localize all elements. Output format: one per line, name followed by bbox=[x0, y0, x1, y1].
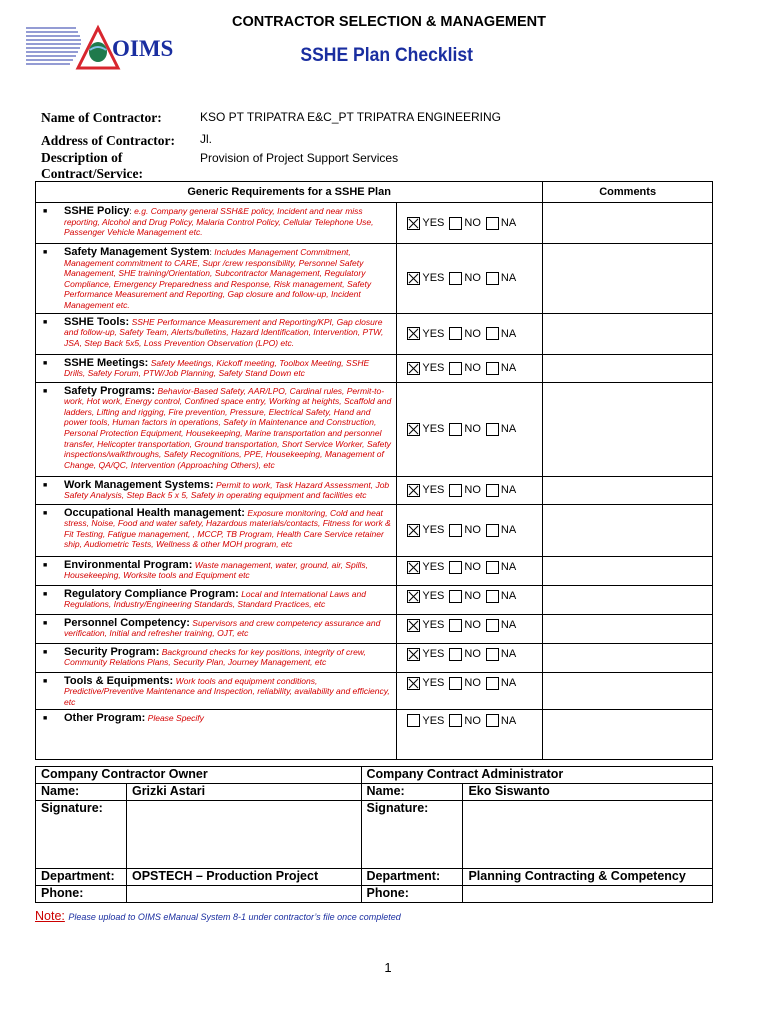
yes-checkbox[interactable] bbox=[407, 714, 420, 727]
na-checkbox[interactable] bbox=[486, 423, 499, 436]
requirement-cell bbox=[36, 710, 397, 760]
yes-label: YES bbox=[422, 484, 445, 497]
yes-label: YES bbox=[422, 524, 445, 537]
checklist-row bbox=[36, 614, 713, 643]
yes-no-na-cell bbox=[397, 203, 543, 244]
bullet-icon: ■ bbox=[43, 249, 48, 256]
requirement-cell bbox=[36, 244, 397, 314]
na-checkbox[interactable] bbox=[486, 677, 499, 690]
no-label: NO bbox=[464, 217, 481, 229]
admin-department-field[interactable]: Planning Contracting & Competency bbox=[463, 869, 713, 886]
sshe-checklist-table bbox=[35, 181, 713, 760]
bullet-icon: ■ bbox=[43, 561, 48, 569]
note-label: Note: bbox=[35, 909, 65, 923]
yes-checkbox[interactable] bbox=[407, 677, 420, 690]
contractor-name-value: KSO PT TRIPATRA E&C_PT TRIPATRA ENGINEERING bbox=[200, 110, 501, 124]
requirement-description: Local and International Laws and Regulations, Industry/Engineering Standards, Standard Practices, etc bbox=[64, 588, 366, 610]
owner-phone-label: Phone: bbox=[36, 886, 127, 903]
na-label: NA bbox=[500, 677, 517, 690]
requirement-cell bbox=[36, 614, 397, 643]
requirement-description: e.g. Company general SSH&E policy, Incident and near miss reporting, Alcohol and Drug Policy, Malaria Control Policy, Cellular Telephone Use, Passenger Vehicle Management etc. bbox=[64, 206, 374, 238]
requirement-title: Safety Programs: bbox=[64, 384, 156, 397]
comment-cell[interactable] bbox=[543, 203, 713, 244]
yes-checkbox[interactable] bbox=[407, 362, 420, 375]
yes-label: YES bbox=[422, 272, 445, 285]
logo-text: OIMS bbox=[112, 36, 174, 61]
bullet-icon: ■ bbox=[43, 509, 48, 517]
yes-no-na-cell bbox=[397, 710, 543, 760]
no-label: NO bbox=[464, 327, 481, 340]
na-label: NA bbox=[500, 590, 517, 603]
na-checkbox[interactable] bbox=[486, 524, 499, 537]
admin-name-label: Name: bbox=[361, 784, 463, 801]
na-checkbox[interactable] bbox=[486, 272, 499, 285]
comment-cell[interactable] bbox=[543, 672, 713, 710]
no-label: NO bbox=[464, 561, 481, 574]
yes-label: YES bbox=[422, 327, 445, 340]
requirement-description: Waste management, water, ground, air, Spills, Housekeeping, Worksite tools and Equipment etc bbox=[64, 559, 368, 581]
page-number: 1 bbox=[384, 960, 392, 975]
checklist-row bbox=[36, 203, 713, 244]
na-label: NA bbox=[500, 561, 517, 574]
admin-header: Company Contract Administrator bbox=[361, 767, 713, 784]
requirements-column-header: Generic Requirements for a SSHE Plan bbox=[36, 182, 543, 203]
requirement-title: SSHE Policy bbox=[64, 205, 130, 217]
na-label: NA bbox=[500, 423, 517, 436]
description-label-line1: Description of bbox=[41, 150, 123, 165]
no-label: NO bbox=[464, 590, 481, 603]
requirement-description: Behavior-Based Safety, AAR/LPO, Cardinal rules, Permit-to-work, Hot work, Energy control, Confined space entry, Working at heights, Scaffold and ladders, Lifting and rigging, Fire prevention, Pressure, Electrical Safety, Hand and power tools, Human factors in operations, Safety in Maintenance and Construction, Personal Protection Equipment, Housekeeping, Marine transportation and personnel transfer, Helicopter transportation, Ground transportation, Short Service Worker, Safety inspections/walkthroughs, Safety Recognitions, PPE, Housekeeping, Management of Change, QA/QC, Intervention (Approaching Others), etc bbox=[64, 385, 392, 470]
no-label: NO bbox=[464, 362, 481, 375]
comment-cell[interactable] bbox=[543, 614, 713, 643]
yes-checkbox[interactable] bbox=[407, 648, 420, 661]
no-label: NO bbox=[464, 484, 481, 497]
requirement-title: Tools & Equipments: bbox=[64, 674, 174, 687]
owner-signature-label: Signature: bbox=[36, 801, 127, 869]
no-checkbox[interactable] bbox=[449, 484, 462, 497]
requirement-title: SSHE Meetings: bbox=[64, 356, 149, 369]
checklist-row bbox=[36, 354, 713, 382]
na-label: NA bbox=[500, 524, 517, 537]
comment-cell[interactable] bbox=[543, 476, 713, 504]
bullet-icon: ■ bbox=[43, 387, 48, 395]
comment-cell[interactable] bbox=[543, 556, 713, 585]
requirement-description: Please Specify bbox=[147, 713, 204, 724]
comment-cell[interactable] bbox=[543, 382, 713, 476]
na-checkbox[interactable] bbox=[486, 714, 499, 727]
owner-name-label: Name: bbox=[36, 784, 127, 801]
owner-signature-field[interactable] bbox=[126, 801, 361, 869]
checklist-row bbox=[36, 382, 713, 476]
no-label: NO bbox=[464, 272, 481, 285]
bullet-icon: ■ bbox=[43, 359, 48, 367]
contractor-address-value: Jl. bbox=[200, 132, 212, 146]
no-checkbox[interactable] bbox=[449, 590, 462, 603]
no-checkbox[interactable] bbox=[449, 714, 462, 727]
bullet-icon: ■ bbox=[43, 677, 48, 685]
na-label: NA bbox=[500, 362, 517, 375]
comment-cell[interactable] bbox=[543, 643, 713, 672]
no-label: NO bbox=[464, 648, 481, 661]
no-label: NO bbox=[464, 619, 481, 632]
requirement-cell bbox=[36, 354, 397, 382]
no-checkbox[interactable] bbox=[449, 561, 462, 574]
requirement-cell bbox=[36, 313, 397, 354]
yes-checkbox[interactable] bbox=[407, 561, 420, 574]
requirement-cell bbox=[36, 643, 397, 672]
yes-no-na-cell bbox=[397, 504, 543, 556]
na-label: NA bbox=[500, 484, 517, 497]
comment-cell[interactable] bbox=[543, 244, 713, 314]
na-label: NA bbox=[500, 217, 517, 229]
requirement-cell bbox=[36, 382, 397, 476]
yes-label: YES bbox=[422, 423, 445, 436]
document-title: CONTRACTOR SELECTION & MANAGEMENT bbox=[232, 14, 546, 30]
na-label: NA bbox=[500, 272, 517, 285]
requirement-description: Supervisors and crew competency assurance and verification, Initial and refresher training, OJT, etc bbox=[64, 617, 381, 639]
description-value: Provision of Project Support Services bbox=[200, 151, 399, 165]
requirement-title: Occupational Health management: bbox=[64, 506, 245, 519]
requirement-description: Safety Meetings, Kickoff meeting, Toolbox Meeting, SSHE Drills, Safety Forum, PTW/Job Planning, Safety Stand Down etc bbox=[64, 357, 370, 379]
owner-phone-field[interactable] bbox=[126, 886, 361, 903]
yes-label: YES bbox=[422, 677, 445, 690]
requirement-description: Background checks for key positions, integrity of crew, Community Relations Plans, Security Plan, Journey Management, etc bbox=[64, 646, 366, 668]
requirement-title: Security Program: bbox=[64, 645, 160, 658]
requirement-description: Work tools and equipment conditions, Predictive/Preventive Maintenance and Inspection, reliability, availability and efficiency, etc bbox=[64, 675, 390, 707]
requirement-description: Permit to work, Task Hazard Assessment, Job Safety Analysis, Step Back 5 x 5, Safety in operating equipment and facilities etc bbox=[64, 479, 390, 501]
comment-cell[interactable] bbox=[543, 354, 713, 382]
yes-label: YES bbox=[422, 217, 445, 229]
yes-checkbox[interactable] bbox=[407, 217, 420, 230]
na-label: NA bbox=[500, 327, 517, 340]
requirement-cell bbox=[36, 203, 397, 244]
no-label: NO bbox=[464, 524, 481, 537]
comment-cell[interactable] bbox=[543, 313, 713, 354]
yes-checkbox[interactable] bbox=[407, 423, 420, 436]
checklist-row bbox=[36, 313, 713, 354]
admin-phone-field[interactable] bbox=[463, 886, 713, 903]
requirement-description: Includes Management Commitment, Management commitment to CARE, Supr /crew responsibility, Personnel Safety Management, SHE training/Orientation, Subcontractor Management, Regulatory Compliance, Emergency Preparedness and Response, Risk management, Safety Performance Measurement and Reporting, Gap closure and follow-up, Incident Management etc. bbox=[64, 247, 372, 310]
admin-phone-label: Phone: bbox=[361, 886, 463, 903]
na-label: NA bbox=[500, 714, 517, 727]
admin-signature-field[interactable] bbox=[463, 801, 713, 869]
yes-no-na-cell bbox=[397, 244, 543, 314]
checklist-row bbox=[36, 556, 713, 585]
requirement-title: Work Management Systems: bbox=[64, 478, 214, 491]
no-checkbox[interactable] bbox=[449, 648, 462, 661]
yes-no-na-cell bbox=[397, 643, 543, 672]
owner-name-field[interactable]: Grizki Astari bbox=[126, 784, 361, 801]
checklist-row bbox=[36, 244, 713, 314]
yes-no-na-cell bbox=[397, 476, 543, 504]
bullet-icon: ■ bbox=[43, 619, 48, 627]
no-checkbox[interactable] bbox=[449, 272, 462, 285]
requirement-cell bbox=[36, 556, 397, 585]
requirement-cell bbox=[36, 585, 397, 614]
na-checkbox[interactable] bbox=[486, 648, 499, 661]
no-checkbox[interactable] bbox=[449, 327, 462, 340]
na-checkbox[interactable] bbox=[486, 217, 499, 230]
checklist-row bbox=[36, 710, 713, 760]
requirement-cell bbox=[36, 476, 397, 504]
yes-no-na-cell bbox=[397, 556, 543, 585]
yes-label: YES bbox=[422, 714, 445, 727]
bullet-icon: ■ bbox=[43, 318, 48, 326]
comment-cell[interactable] bbox=[543, 504, 713, 556]
bullet-icon: ■ bbox=[43, 481, 48, 489]
title-separator: : bbox=[129, 206, 135, 216]
requirement-title: Safety Management System bbox=[64, 246, 210, 258]
comment-cell[interactable] bbox=[543, 710, 713, 760]
yes-no-na-cell bbox=[397, 614, 543, 643]
no-checkbox[interactable] bbox=[449, 677, 462, 690]
yes-no-na-cell bbox=[397, 585, 543, 614]
no-checkbox[interactable] bbox=[449, 524, 462, 537]
owner-department-label: Department: bbox=[36, 869, 127, 886]
na-checkbox[interactable] bbox=[486, 561, 499, 574]
yes-label: YES bbox=[422, 561, 445, 574]
document-subtitle: SSHE Plan Checklist bbox=[300, 44, 474, 66]
requirement-cell bbox=[36, 504, 397, 556]
na-checkbox[interactable] bbox=[486, 619, 499, 632]
owner-department-field[interactable]: OPSTECH – Production Project bbox=[126, 869, 361, 886]
yes-checkbox[interactable] bbox=[407, 590, 420, 603]
admin-department-label: Department: bbox=[361, 869, 463, 886]
na-label: NA bbox=[500, 648, 517, 661]
requirement-title: Regulatory Compliance Program: bbox=[64, 587, 239, 600]
yes-checkbox[interactable] bbox=[407, 484, 420, 497]
bullet-icon: ■ bbox=[43, 208, 48, 215]
requirement-title: SSHE Tools: bbox=[64, 315, 130, 328]
no-checkbox[interactable] bbox=[449, 362, 462, 375]
no-checkbox[interactable] bbox=[449, 423, 462, 436]
bullet-icon: ■ bbox=[43, 715, 48, 723]
description-label-line2: Contract/Service: bbox=[41, 166, 143, 181]
comment-cell[interactable] bbox=[543, 585, 713, 614]
requirement-description: Exposure monitoring, Cold and heat stress, Noise, Food and water safety, Hazardous materials/contacts, Fitness for work & Fit Testing, Fatigue management, , MCCP, TB Program, Health Care Service retainer ship, Audiometric Tests, Wellness & other MOH program, etc bbox=[64, 507, 391, 550]
checklist-row bbox=[36, 643, 713, 672]
no-checkbox[interactable] bbox=[449, 217, 462, 230]
signature-table bbox=[35, 766, 713, 903]
yes-checkbox[interactable] bbox=[407, 272, 420, 285]
na-checkbox[interactable] bbox=[486, 484, 499, 497]
checklist-row bbox=[36, 476, 713, 504]
yes-no-na-cell bbox=[397, 354, 543, 382]
yes-no-na-cell bbox=[397, 382, 543, 476]
bullet-icon: ■ bbox=[43, 648, 48, 656]
no-checkbox[interactable] bbox=[449, 619, 462, 632]
checklist-row bbox=[36, 504, 713, 556]
checklist-row bbox=[36, 672, 713, 710]
yes-label: YES bbox=[422, 362, 445, 375]
no-label: NO bbox=[464, 714, 481, 727]
admin-name-field[interactable]: Eko Siswanto bbox=[463, 784, 713, 801]
requirement-title: Environmental Program: bbox=[64, 558, 193, 571]
yes-label: YES bbox=[422, 590, 445, 603]
footer-note bbox=[35, 909, 401, 923]
title-separator: : bbox=[209, 247, 215, 257]
na-checkbox[interactable] bbox=[486, 327, 499, 340]
contractor-name-label: Name of Contractor: bbox=[41, 110, 162, 125]
yes-no-na-cell bbox=[397, 672, 543, 710]
yes-no-na-cell bbox=[397, 313, 543, 354]
na-checkbox[interactable] bbox=[486, 362, 499, 375]
bullet-icon: ■ bbox=[43, 590, 48, 598]
admin-signature-label: Signature: bbox=[361, 801, 463, 869]
note-text: Please upload to OIMS eManual System 8-1 under contractor’s file once completed bbox=[68, 912, 401, 922]
requirement-title: Personnel Competency: bbox=[64, 616, 190, 629]
yes-label: YES bbox=[422, 648, 445, 661]
requirement-cell bbox=[36, 672, 397, 710]
contractor-address-label: Address of Contractor: bbox=[41, 133, 175, 148]
requirement-description: SSHE Performance Measurement and Reporting/KPI, Gap closure and follow-up, Safety Team, Alerts/bulletins, Hazard Identification, Intervention, PTW, JSA, Step Back 5x5, Loss Prevention Observation (LPO) etc. bbox=[64, 316, 384, 348]
owner-header: Company Contractor Owner bbox=[36, 767, 362, 784]
yes-label: YES bbox=[422, 619, 445, 632]
yes-checkbox[interactable] bbox=[407, 524, 420, 537]
requirement-title: Other Program: bbox=[64, 712, 146, 725]
comments-column-header: Comments bbox=[543, 182, 713, 203]
checklist-rows bbox=[36, 203, 713, 760]
na-checkbox[interactable] bbox=[486, 590, 499, 603]
yes-checkbox[interactable] bbox=[407, 327, 420, 340]
yes-checkbox[interactable] bbox=[407, 619, 420, 632]
no-label: NO bbox=[464, 677, 481, 690]
table-header-row bbox=[36, 182, 713, 203]
no-label: NO bbox=[464, 423, 481, 436]
checklist-row bbox=[36, 585, 713, 614]
na-label: NA bbox=[500, 619, 517, 632]
